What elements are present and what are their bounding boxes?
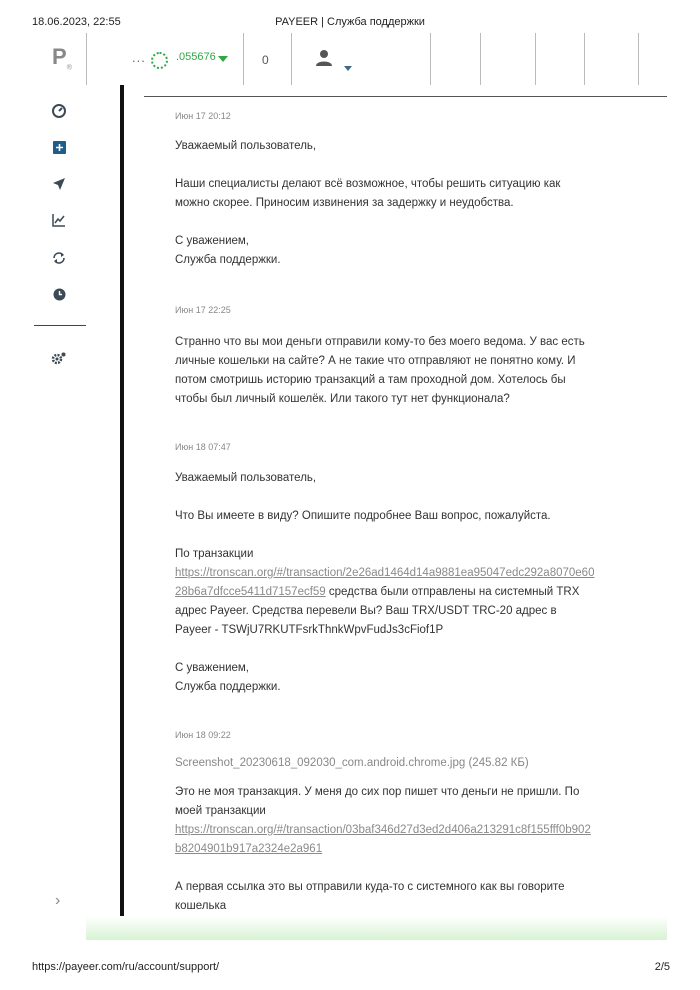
transaction-link[interactable]: https://tronscan.org/#/transaction/03baf346d27d3ed2d406a213291c8f155fff0b902b8204901b917a2324e2a961	[175, 824, 591, 855]
logo-registered-mark: ®	[66, 64, 72, 72]
notification-count[interactable]: 0	[262, 53, 269, 67]
message-text: Что Вы имеете в виду? Опишите подробнее Ваш вопрос, пожалуйста.	[175, 510, 551, 522]
content-left-border	[120, 85, 124, 940]
message-signoff: С уважением,	[175, 235, 249, 247]
dashboard-icon[interactable]	[51, 103, 67, 119]
user-icon[interactable]	[315, 49, 333, 72]
message-user	[175, 304, 595, 409]
message-signoff: С уважением,	[175, 662, 249, 674]
attachment-link[interactable]: Screenshot_20230618_092030_com.android.chrome.jpg (245.82 КБ)	[175, 757, 529, 769]
transaction-link[interactable]: https://tronscan.org/#/transaction/2e26ad1464d14a9881ea95047edc292a8070e6028b6a7dfcce5411d7157ecf59	[175, 567, 595, 598]
more-dots[interactable]: ...	[132, 50, 146, 65]
print-page-number: 2/5	[654, 961, 670, 973]
topbar-divider	[584, 33, 585, 85]
message-text: Уважаемый пользователь,	[175, 140, 317, 152]
balance-dropdown-icon[interactable]	[218, 56, 228, 62]
message-text-continued: средства были отправлены на системный TRX адрес Payeer. Средства перевели Вы? Ваш TRX/USDT TRC-20 адрес в Payeer - TSWjU7RKUTFsrkThnkWpvFudJs3cFiof1P	[175, 586, 580, 636]
message-text: А первая ссылка это вы отправили куда-то с системного как вы говорите кошелька	[175, 881, 565, 912]
message-text	[175, 564, 595, 640]
message-signature: Служба поддержки.	[175, 681, 281, 693]
sidebar-divider	[34, 325, 86, 326]
payeer-logo[interactable]	[52, 44, 72, 71]
print-title: PAYEER | Служба поддержки	[275, 16, 425, 28]
message-text: Это не моя транзакция. У меня до сих пор пишет что деньги не пришли. По моей транзакции	[175, 786, 580, 817]
topbar-divider	[480, 33, 481, 85]
print-datetime: 18.06.2023, 22:55	[32, 16, 121, 28]
balance-status-icon	[151, 52, 168, 69]
message-support	[175, 441, 595, 697]
message-text: Странно что вы мои деньги отправили кому-то без моего ведома. У вас есть личные кошельки на сайте? А не такие что отправляют не понятно кому. И потом смотришь историю транзакций а там проходной дом. Хотелось бы чтобы был личный кошелёк. Или такого тут нет функционала?	[175, 336, 585, 405]
message-user	[175, 729, 595, 916]
message-timestamp: Июн 17 22:25	[175, 305, 231, 315]
logo-letter: P	[52, 44, 67, 69]
message-text: По транзакции	[175, 548, 254, 560]
exchange-icon[interactable]	[51, 250, 67, 266]
history-icon[interactable]	[51, 286, 67, 302]
topbar-divider	[291, 33, 292, 85]
user-menu-caret-icon[interactable]	[344, 66, 352, 71]
message-text	[175, 821, 595, 859]
content-top-rule	[144, 96, 667, 97]
topbar-divider	[243, 33, 244, 85]
topbar-divider	[638, 33, 639, 85]
settings-icon[interactable]	[51, 350, 67, 366]
message-timestamp: Июн 18 09:22	[175, 730, 231, 740]
message-text: Уважаемый пользователь,	[175, 472, 317, 484]
send-icon[interactable]	[51, 176, 67, 192]
message-timestamp: Июн 18 07:47	[175, 442, 231, 452]
message-signature: Служба поддержки.	[175, 254, 281, 266]
chart-icon[interactable]	[51, 212, 67, 228]
message-timestamp: Июн 17 20:12	[175, 111, 231, 121]
print-url: https://payeer.com/ru/account/support/	[32, 961, 220, 973]
message-support	[175, 110, 595, 270]
topbar-divider	[535, 33, 536, 85]
message-text: Наши специалисты делают всё возможное, чтобы решить ситуацию как можно скорее. Приносим извинения за задержку и неудобства.	[175, 178, 561, 209]
sidebar-expand-icon[interactable]: ›	[55, 892, 61, 909]
balance-value[interactable]: .055676	[176, 51, 216, 63]
add-funds-icon[interactable]	[51, 139, 67, 155]
topbar-divider	[86, 33, 87, 85]
topbar-divider	[430, 33, 431, 85]
reply-area-edge	[86, 916, 667, 940]
